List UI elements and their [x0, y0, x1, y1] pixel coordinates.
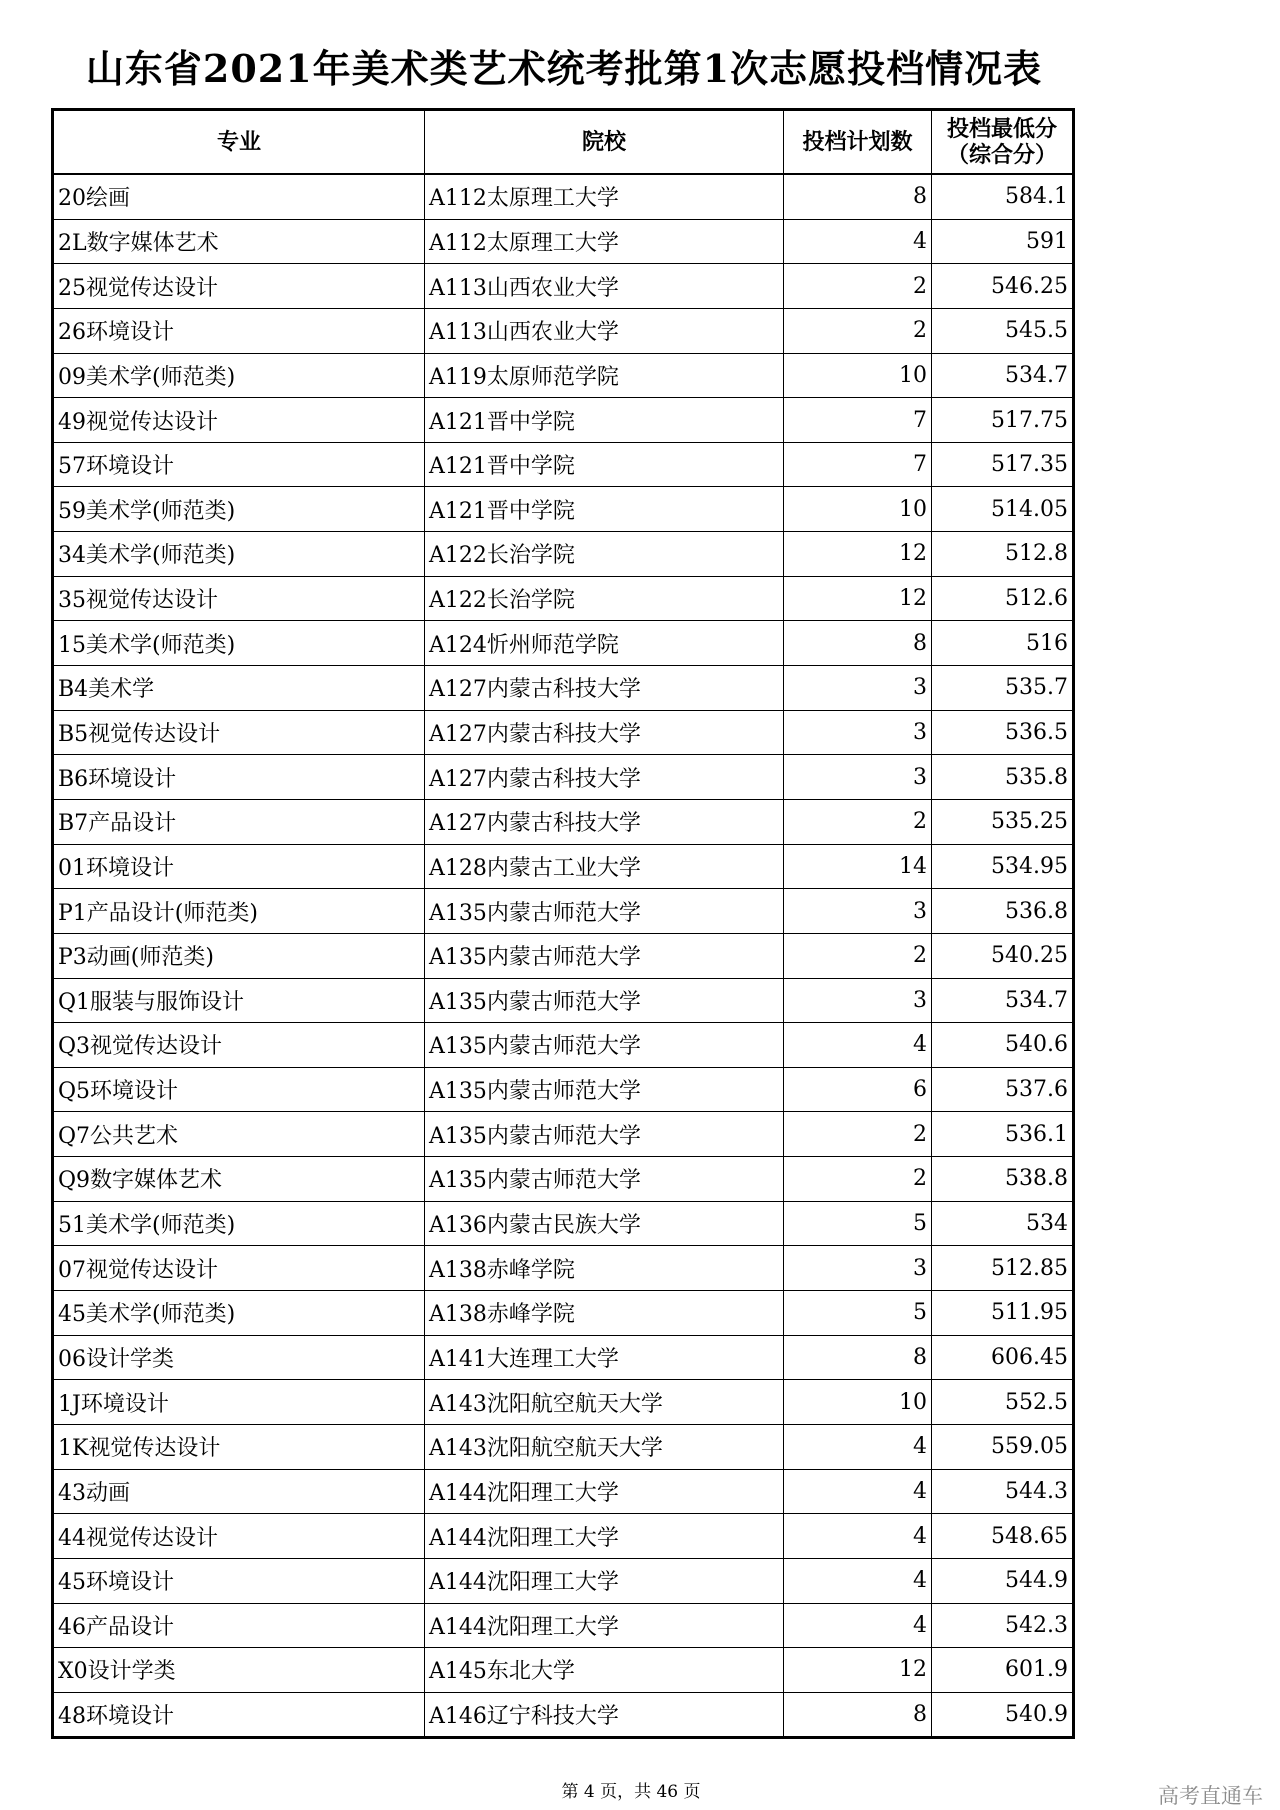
cell-plan: 8	[784, 1692, 932, 1738]
cell-score: 546.25	[932, 264, 1074, 309]
table-row	[53, 1424, 1074, 1469]
cell-score: 552.5	[932, 1380, 1074, 1425]
cell-plan: 2	[784, 264, 932, 309]
cell-school: A127内蒙古科技大学	[425, 666, 784, 711]
cell-major: Q1服装与服饰设计	[53, 978, 425, 1023]
table-row	[53, 1291, 1074, 1336]
cell-score: 535.7	[932, 666, 1074, 711]
cell-plan: 5	[784, 1291, 932, 1336]
table-row	[53, 174, 1074, 219]
cell-school: A144沈阳理工大学	[425, 1469, 784, 1514]
cell-major: 1K视觉传达设计	[53, 1424, 425, 1469]
cell-major: 01环境设计	[53, 844, 425, 889]
cell-school: A138赤峰学院	[425, 1291, 784, 1336]
cell-major: 15美术学(师范类)	[53, 621, 425, 666]
cell-school: A143沈阳航空航天大学	[425, 1380, 784, 1425]
cell-major: 20绘画	[53, 174, 425, 219]
cell-major: 25视觉传达设计	[53, 264, 425, 309]
cell-plan: 4	[784, 1469, 932, 1514]
cell-school: A113山西农业大学	[425, 308, 784, 353]
cell-school: A141大连理工大学	[425, 1335, 784, 1380]
table-row	[53, 353, 1074, 398]
table-header-row	[53, 110, 1074, 175]
table-row	[53, 442, 1074, 487]
cell-school: A135内蒙古师范大学	[425, 1023, 784, 1068]
cell-major: 07视觉传达设计	[53, 1246, 425, 1291]
cell-score: 601.9	[932, 1648, 1074, 1693]
cell-plan: 3	[784, 978, 932, 1023]
cell-major: P1产品设计(师范类)	[53, 889, 425, 934]
cell-score: 548.65	[932, 1514, 1074, 1559]
cell-school: A146辽宁科技大学	[425, 1692, 784, 1738]
cell-plan: 12	[784, 576, 932, 621]
table-row	[53, 1246, 1074, 1291]
table-row	[53, 219, 1074, 264]
table-row	[53, 1648, 1074, 1693]
cell-plan: 12	[784, 532, 932, 577]
cell-plan: 2	[784, 1157, 932, 1202]
cell-school: A113山西农业大学	[425, 264, 784, 309]
cell-score: 542.3	[932, 1603, 1074, 1648]
cell-major: Q9数字媒体艺术	[53, 1157, 425, 1202]
table-row	[53, 1380, 1074, 1425]
table-body	[53, 174, 1074, 1738]
cell-plan: 5	[784, 1201, 932, 1246]
page-title: 山东省2021年美术类艺术统考批第1次志愿投档情况表	[85, 46, 1043, 91]
cell-school: A144沈阳理工大学	[425, 1603, 784, 1648]
cell-major: 06设计学类	[53, 1335, 425, 1380]
cell-plan: 4	[784, 1424, 932, 1469]
cell-major: 57环境设计	[53, 442, 425, 487]
cell-major: 48环境设计	[53, 1692, 425, 1738]
cell-school: A144沈阳理工大学	[425, 1558, 784, 1603]
table-row	[53, 1558, 1074, 1603]
cell-school: A121晋中学院	[425, 442, 784, 487]
cell-plan: 3	[784, 755, 932, 800]
cell-plan: 7	[784, 442, 932, 487]
cell-plan: 10	[784, 353, 932, 398]
cell-score: 535.8	[932, 755, 1074, 800]
cell-plan: 4	[784, 1603, 932, 1648]
cell-school: A121晋中学院	[425, 487, 784, 532]
cell-school: A143沈阳航空航天大学	[425, 1424, 784, 1469]
cell-plan: 8	[784, 621, 932, 666]
cell-school: A122长治学院	[425, 532, 784, 577]
cell-score: 516	[932, 621, 1074, 666]
cell-major: 1J环境设计	[53, 1380, 425, 1425]
cell-major: 45环境设计	[53, 1558, 425, 1603]
table-row	[53, 1067, 1074, 1112]
table-row	[53, 1201, 1074, 1246]
cell-plan: 4	[784, 1514, 932, 1559]
cell-school: A119太原师范学院	[425, 353, 784, 398]
table-row	[53, 398, 1074, 443]
cell-major: Q3视觉传达设计	[53, 1023, 425, 1068]
cell-score: 606.45	[932, 1335, 1074, 1380]
cell-plan: 2	[784, 799, 932, 844]
cell-major: 2L数字媒体艺术	[53, 219, 425, 264]
cell-score: 536.1	[932, 1112, 1074, 1157]
cell-school: A122长治学院	[425, 576, 784, 621]
cell-school: A127内蒙古科技大学	[425, 755, 784, 800]
cell-major: 09美术学(师范类)	[53, 353, 425, 398]
cell-major: 46产品设计	[53, 1603, 425, 1648]
cell-score: 540.6	[932, 1023, 1074, 1068]
cell-major: Q5环境设计	[53, 1067, 425, 1112]
cell-school: A127内蒙古科技大学	[425, 799, 784, 844]
cell-plan: 2	[784, 1112, 932, 1157]
cell-score: 591	[932, 219, 1074, 264]
cell-score: 545.5	[932, 308, 1074, 353]
cell-plan: 3	[784, 666, 932, 711]
cell-score: 538.8	[932, 1157, 1074, 1202]
cell-score: 517.75	[932, 398, 1074, 443]
header-score-line1: 投档最低分	[946, 116, 1057, 142]
table-row	[53, 1157, 1074, 1202]
table-row	[53, 1335, 1074, 1380]
cell-plan: 6	[784, 1067, 932, 1112]
cell-school: A136内蒙古民族大学	[425, 1201, 784, 1246]
cell-plan: 2	[784, 933, 932, 978]
cell-plan: 4	[784, 219, 932, 264]
cell-score: 512.6	[932, 576, 1074, 621]
table-row	[53, 308, 1074, 353]
cell-major: Q7公共艺术	[53, 1112, 425, 1157]
header-school: 院校	[425, 110, 784, 175]
cell-major: 51美术学(师范类)	[53, 1201, 425, 1246]
cell-major: 45美术学(师范类)	[53, 1291, 425, 1336]
table-row	[53, 666, 1074, 711]
cell-score: 512.8	[932, 532, 1074, 577]
cell-school: A128内蒙古工业大学	[425, 844, 784, 889]
table-row	[53, 576, 1074, 621]
page-footer: 第 4 页，共 46 页	[561, 1782, 701, 1802]
cell-score: 559.05	[932, 1424, 1074, 1469]
header-plan: 投档计划数	[784, 110, 932, 175]
cell-plan: 3	[784, 1246, 932, 1291]
cell-score: 544.9	[932, 1558, 1074, 1603]
table-row	[53, 264, 1074, 309]
table-row	[53, 487, 1074, 532]
cell-major: 34美术学(师范类)	[53, 532, 425, 577]
cell-school: A121晋中学院	[425, 398, 784, 443]
cell-school: A124忻州师范学院	[425, 621, 784, 666]
cell-school: A138赤峰学院	[425, 1246, 784, 1291]
cell-plan: 3	[784, 710, 932, 755]
cell-school: A135内蒙古师范大学	[425, 1157, 784, 1202]
cell-score: 514.05	[932, 487, 1074, 532]
header-score-line2: （综合分）	[946, 142, 1057, 168]
cell-school: A145东北大学	[425, 1648, 784, 1693]
header-major: 专业	[53, 110, 425, 175]
table-row	[53, 889, 1074, 934]
cell-score: 540.9	[932, 1692, 1074, 1738]
cell-school: A127内蒙古科技大学	[425, 710, 784, 755]
table-row	[53, 755, 1074, 800]
cell-score: 537.6	[932, 1067, 1074, 1112]
table-row	[53, 621, 1074, 666]
cell-score: 535.25	[932, 799, 1074, 844]
cell-school: A144沈阳理工大学	[425, 1514, 784, 1559]
cell-plan: 10	[784, 1380, 932, 1425]
cell-plan: 8	[784, 174, 932, 219]
cell-major: 44视觉传达设计	[53, 1514, 425, 1559]
cell-score: 512.85	[932, 1246, 1074, 1291]
cell-plan: 12	[784, 1648, 932, 1693]
table-row	[53, 933, 1074, 978]
cell-school: A135内蒙古师范大学	[425, 1112, 784, 1157]
cell-major: 35视觉传达设计	[53, 576, 425, 621]
cell-major: B7产品设计	[53, 799, 425, 844]
cell-plan: 10	[784, 487, 932, 532]
cell-score: 540.25	[932, 933, 1074, 978]
cell-score: 536.8	[932, 889, 1074, 934]
cell-plan: 4	[784, 1023, 932, 1068]
watermark: 高考直通车	[1158, 1784, 1263, 1808]
table-row	[53, 1023, 1074, 1068]
table-row	[53, 1692, 1074, 1738]
cell-plan: 8	[784, 1335, 932, 1380]
cell-major: B5视觉传达设计	[53, 710, 425, 755]
cell-major: X0设计学类	[53, 1648, 425, 1693]
cell-score: 534.7	[932, 353, 1074, 398]
cell-score: 536.5	[932, 710, 1074, 755]
cell-major: 43动画	[53, 1469, 425, 1514]
cell-plan: 2	[784, 308, 932, 353]
table-row	[53, 1112, 1074, 1157]
cell-plan: 7	[784, 398, 932, 443]
cell-major: P3动画(师范类)	[53, 933, 425, 978]
admission-table	[51, 108, 1075, 1739]
cell-score: 534.7	[932, 978, 1074, 1023]
cell-school: A112太原理工大学	[425, 219, 784, 264]
cell-school: A135内蒙古师范大学	[425, 1067, 784, 1112]
cell-score: 511.95	[932, 1291, 1074, 1336]
cell-plan: 3	[784, 889, 932, 934]
cell-major: 49视觉传达设计	[53, 398, 425, 443]
table-row	[53, 1469, 1074, 1514]
cell-school: A135内蒙古师范大学	[425, 933, 784, 978]
table-row	[53, 799, 1074, 844]
cell-score: 517.35	[932, 442, 1074, 487]
cell-score: 534	[932, 1201, 1074, 1246]
cell-school: A112太原理工大学	[425, 174, 784, 219]
cell-major: 26环境设计	[53, 308, 425, 353]
cell-score: 534.95	[932, 844, 1074, 889]
table-row	[53, 1514, 1074, 1559]
cell-plan: 14	[784, 844, 932, 889]
cell-school: A135内蒙古师范大学	[425, 889, 784, 934]
cell-major: 59美术学(师范类)	[53, 487, 425, 532]
cell-school: A135内蒙古师范大学	[425, 978, 784, 1023]
header-score	[932, 110, 1074, 175]
cell-major: B4美术学	[53, 666, 425, 711]
cell-major: B6环境设计	[53, 755, 425, 800]
cell-score: 544.3	[932, 1469, 1074, 1514]
table-row	[53, 532, 1074, 577]
table-row	[53, 1603, 1074, 1648]
table-row	[53, 844, 1074, 889]
cell-plan: 4	[784, 1558, 932, 1603]
table-row	[53, 710, 1074, 755]
cell-score: 584.1	[932, 174, 1074, 219]
table-row	[53, 978, 1074, 1023]
